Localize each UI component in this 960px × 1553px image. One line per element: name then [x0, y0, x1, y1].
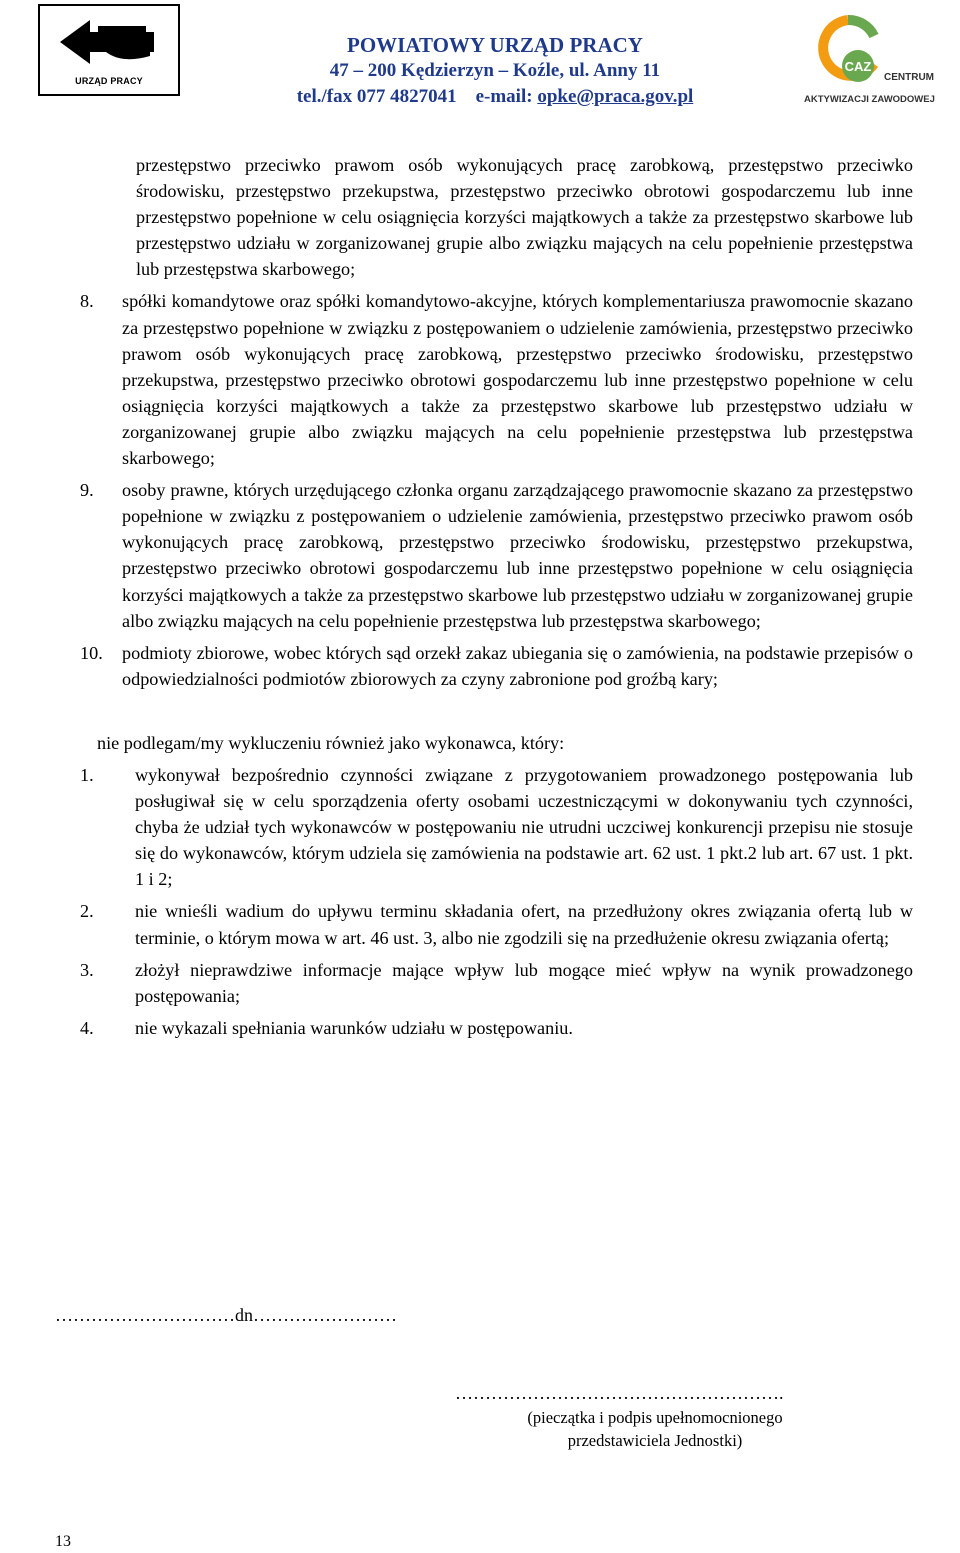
list-item [80, 477, 913, 634]
list-item-number: 4. [80, 1017, 94, 1038]
office-name: POWIATOWY URZĄD PRACY [347, 33, 643, 57]
document-body [80, 152, 913, 1047]
list-item [80, 1015, 913, 1041]
caz-text-full: AKTYWIZACJI ZAWODOWEJ [804, 94, 935, 105]
urzad-pracy-logo [38, 4, 180, 96]
caz-logo [800, 14, 950, 114]
office-header [245, 32, 745, 110]
list-item-text: wykonywał bezpośrednio czynności związane z przygotowaniem prowadzonego postępowania lub posługiwał się w celu sporządzenia oferty osobami uczestniczącymi w dokonywaniu tych czynności, chyba że udział tych wykonawców w postępowaniu nie utrudni uczciwej konkurencji przepisu nie stosuje się do wykonawców, którym udziela się zamówienia na podstawie art. 62 ust. 1 pkt.2 lub art. 67 ust. 1 pkt. 1 i 2; [135, 764, 913, 890]
caz-circle-icon [808, 14, 888, 86]
list-item [80, 957, 913, 1009]
list-item-number: 2. [80, 901, 94, 922]
list-item [80, 898, 913, 950]
lead-paragraph: przestępstwo przeciwko prawom osób wykonujących pracę zarobkową, przestępstwo przeciwko środowisku, przestępstwo przekupstwa, przestępstwo przeciwko obrotowi gospodarczemu lub inne przestępstwo popełnione w celu osiągnięcia korzyści majątkowych a także za przestępstwo skarbowe lub przestępstwo udziału w zorganizowanej grupie albo związku mających na celu popełnienie przestępstwa lub przestępstwa skarbowego; [136, 155, 913, 280]
list-item-number: 3. [80, 959, 94, 980]
page-header [0, 0, 960, 130]
list-item-number: 9. [80, 480, 94, 501]
email-link[interactable]: opke@praca.gov.pl [537, 86, 694, 107]
list-item-number: 10. [80, 642, 103, 663]
logo-left-text: URZĄD PRACY [75, 76, 143, 86]
list-item-number: 8. [80, 291, 94, 312]
caz-letters: CAZ [844, 59, 872, 74]
signature-caption-line1: (pieczątka i podpis upełnomocnionego [527, 1408, 783, 1427]
page-number: 13 [55, 1533, 71, 1550]
list-item-text: spółki komandytowe oraz spółki komandytowo-akcyjne, których komplementariusza prawomocnie skazano za przestępstwo popełnione w związku z postępowaniem o udzielenie zamówienia, przestępstwo przeciwko prawom osób wykonujących pracę zarobkową, przestępstwo przeciwko środowisku, przestępstwo przekupstwa, przestępstwo przeciwko obrotowi gospodarczemu lub inne przestępstwo popełnione w celu osiągnięcia korzyści majątkowych a także za przestępstwo skarbowe lub przestępstwo udziału w zorganizowanej grupie albo związku mających na celu popełnienie przestępstwa lub przestępstwa skarbowego; [122, 291, 913, 469]
signature-caption [480, 1406, 830, 1452]
caz-text-centrum: CENTRUM [884, 72, 934, 83]
list-item [80, 288, 913, 471]
signature-caption-line2: przedstawiciela Jednostki) [567, 1431, 743, 1450]
list-item-text: nie wykazali spełniania warunków udziału w postępowaniu. [135, 1017, 573, 1038]
arrow-logo-icon [46, 12, 174, 70]
office-address: 47 – 200 Kędzierzyn – Koźle, ul. Anny 11 [329, 60, 661, 81]
list-item [80, 640, 913, 692]
list-item [80, 762, 913, 892]
contact-phone: tel./fax 077 4827041 e-mail: [296, 86, 538, 107]
exclusion-list-1 [80, 288, 913, 691]
intro-line: nie podlegam/my wykluczeniu również jako wykonawca, który: [97, 732, 565, 753]
signature-line: ………………………………………………. [455, 1383, 784, 1403]
list-item-number: 1. [80, 764, 94, 785]
exclusion-list-2 [80, 762, 913, 1041]
office-contact [245, 84, 745, 110]
list-item-text: osoby prawne, których urzędującego członka organu zarządzającego prawomocnie skazano za przestępstwo popełnione w związku z postępowaniem o udzielenie zamówienia, przestępstwo przeciwko prawom osób wykonujących pracę zarobkową, przestępstwo przeciwko środowisku, przestępstwo przekupstwa, przestępstwo przeciwko obrotowi gospodarczemu lub inne przestępstwo popełnione w celu osiągnięcia korzyści majątkowych a także za przestępstwo skarbowe lub przestępstwo udziału w zorganizowanej grupie albo związku mających na celu popełnienie przestępstwa lub przestępstwa skarbowego; [122, 480, 913, 631]
list-item-text: nie wnieśli wadium do upływu terminu składania ofert, na przedłużony okres związania ofertą lub w terminie, o którym mowa w art. 46 ust. 3, albo nie zgodzili się na przedłużenie okresu związania ofertą; [135, 901, 913, 948]
list-item-text: złożył nieprawdziwe informacje mające wpływ lub mogące mieć wpływ na wynik prowadzonego postępowania; [135, 959, 913, 1006]
date-place-line: …………………………dn…………………… [55, 1305, 397, 1325]
list-item-text: podmioty zbiorowe, wobec których sąd orzekł zakaz ubiegania się o zamówienia, na podstawie przepisów o odpowiedzialności podmiotów zbiorowych za czyny zabronione pod groźbą kary; [122, 642, 913, 689]
